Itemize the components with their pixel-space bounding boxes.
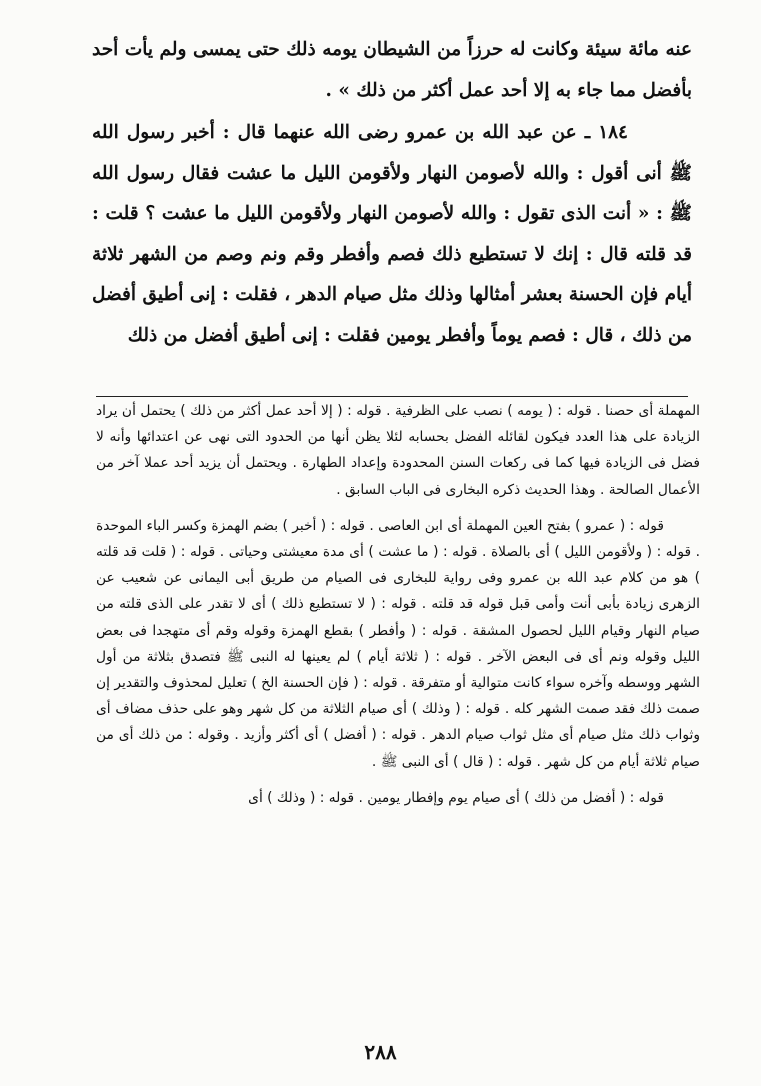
main-text: [92, 30, 692, 356]
footnote-divider: [96, 396, 688, 397]
footnote-paragraph-3: قوله : ( أفضل من ذلك ) أى صيام يوم وإفطار يومين . قوله : ( وذلك ) أى: [248, 789, 664, 806]
hadith-184-paragraph: ١٨٤ ـ عن عبد الله بن عمرو رضى الله عنهما قال : أخبر رسول الله ﷺ أنى أقول : والله لأصومن النهار ولأقومن الليل ما عشت فقال رسول الله ﷺ : « أنت الذى تقول : والله لأصومن النهار ولأقومن الليل ما عشت ؟ قلت : قد قلته قال : إنك لا تستطيع ذلك فصم وأفطر وقم ونم وصم من الشهر ثلاثة أيام فإن الحسنة بعشر أمثالها وذلك مثل صيام الدهر ، فقلت : إنى أطيق أفضل من ذلك ، قال : فصم يوماً وأفطر يومين فقلت : إنى أطيق أفضل من ذلك: [92, 122, 692, 346]
footnote-paragraph-1: المهملة أى حصنا . قوله : ( يومه ) نصب على الظرفية . قوله : ( إلا أحد عمل أكثر من ذلك ) يحتمل أن يراد الزيادة على هذا العدد فيكون لقائله الفضل بحسابه لئلا يظن أنها من الحدود التى نهى عن اعتدائها وأنه لا فضل فى الزيادة فيها كما فى ركعات السنن المحدودة وإعداد الطهارة . ويحتمل أن يزيد أحد عملا آخر من الأعمال الصالحة . وهذا الحديث ذكره البخارى فى الباب السابق .: [96, 403, 700, 498]
footnote-paragraph-2: قوله : ( عمرو ) بفتح العين المهملة أى ابن العاصى . قوله : ( أخبر ) بضم الهمزة وكسر الباء الموحدة . قوله : ( ولأقومن الليل ) أى بالصلاة . قوله : ( ما عشت ) أى مدة معيشتى وحياتى . قوله : ( قلت قد قلته ) هو من كلام عبد الله بن عمرو وفى رواية للبخارى فى الصيام من طريق أبى اليمانى عن شعيب عن الزهرى زيادة بأبى أنت وأمى قبل قوله قد قلته . قوله : ( لا تستطيع ذلك ) أى لا تقدر على الذى قلته من صيام النهار وقيام الليل لحصول المشقة . قوله : ( وأفطر ) بقطع الهمزة وقوله وقم أى متهجدا فى بعض الليل وقوله ونم أى فى البعض الآخر . قوله : ( ثلاثة أيام ) لم يعينها له النبى ﷺ فتصدق بثلاثة من أول الشهر ووسطه وآخره سواء كانت متوالية أو متفرقة . قوله : ( فإن الحسنة الخ ) تعليل لمحذوف والتقدير إن صمت ذلك فقد صمت الشهر كله . قوله : ( وذلك ) أى صيام الثلاثة من كل شهر وهو على حذف مضاف أى وثواب ذلك مثل صيام أى مثل ثواب صيام الدهر . قوله : ( أفضل ) أى أكثر وأزيد . وقوله : من ذلك أى من صيام ثلاثة أيام من كل شهر . قوله : ( قال ) أى النبى ﷺ .: [96, 517, 700, 770]
page-number: ٢٨٨: [364, 1040, 397, 1064]
footnotes: [96, 398, 700, 811]
intro-paragraph: عنه مائة سيئة وكانت له حرزاً من الشيطان يومه ذلك حتى يمسى ولم يأت أحد بأفضل مما جاء به إلا أحد عمل أكثر من ذلك » .: [92, 39, 692, 101]
